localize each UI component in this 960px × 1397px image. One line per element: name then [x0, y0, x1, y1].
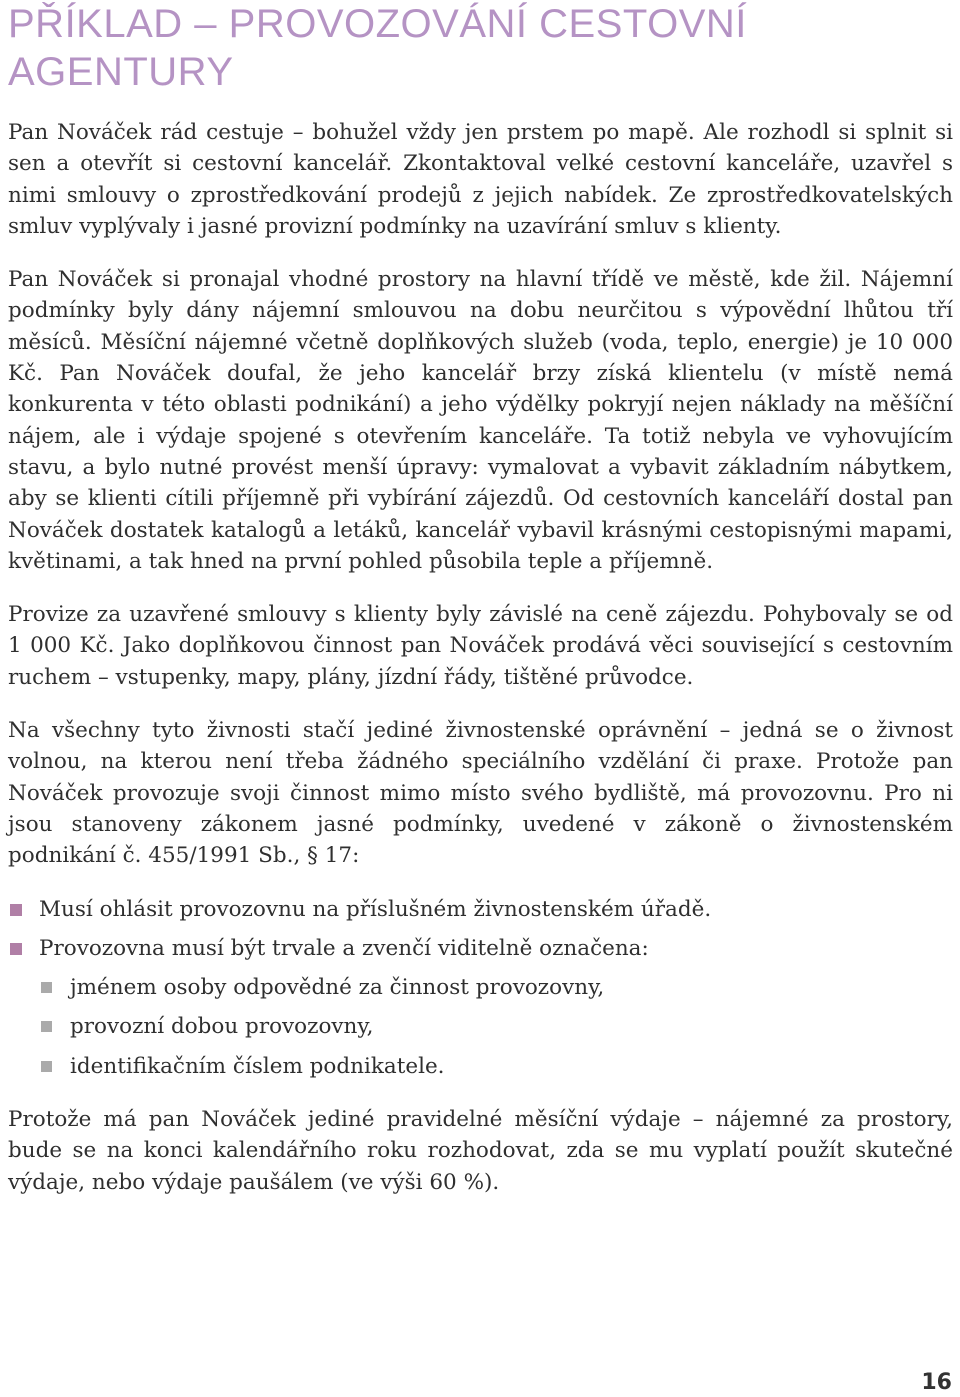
square-bullet-icon — [10, 904, 22, 916]
sublist-item-text: identifikačním číslem podnikatele. — [70, 1053, 445, 1079]
list-item — [8, 894, 953, 925]
sublist-item — [39, 972, 953, 1003]
paragraph-intro: Pan Nováček rád cestuje – bohužel vždy jen prstem po mapě. Ale rozhodl si splnit si sen a otevřít si cestovní kancelář. Zkontaktoval velké cestovní kanceláře, uzavřel s nimi smlouvy o zprostředkování prodejů z jejich nabídek. Ze zprostředkovatelských smluv vyplývaly i jasné provizní podmínky na uzavírání smluv s klienty. — [8, 120, 953, 239]
page-title: PŘÍKLAD – PROVOZOVÁNÍ CESTOVNÍ AGENTURY — [8, 2, 747, 94]
page-number: 16 — [921, 1370, 952, 1395]
square-bullet-icon — [41, 1061, 52, 1072]
sublist-item — [39, 1011, 953, 1042]
sublist-item — [39, 1051, 953, 1082]
paragraph-license: Na všechny tyto živnosti stačí jediné živnostenské oprávnění – jedná se o živnost volnou, na kterou není třeba žádného speciálního vzdělání či praxe. Protože pan Nováček provozuje svoji činnost mimo místo svého bydliště, má provozovnu. Pro ni jsou stanoveny zákonem jasné podmínky, uvedené v zákoně o živnostenském podnikání č. 455/1991 Sb., § 17: — [8, 718, 953, 869]
document-body — [8, 117, 953, 1220]
paragraph-premises: Pan Nováček si pronajal vhodné prostory na hlavní třídě ve městě, kde žil. Nájemní podmínky byly dány nájemní smlouvou na dobu neurčitou s výpovědní lhůtou tří měsíců. Měsíční nájemné včetně doplňkových služeb (voda, teplo, energie) je 10 000 Kč. Pan Nováček doufal, že jeho kancelář brzy získá klientelu (v místě nemá konkurenta v této oblasti podnikání) a jeho výdělky pokryjí nejen náklady na měšíční nájem, ale i výdaje spojené s otevřením kanceláře. Ta totiž nebyla ve vyhovujícím stavu, a bylo nutné provést menší úpravy: vymalovat a vybavit základním nábytkem, aby se klienti cítili příjemně při vybírání zájezdů. Od cestovních kanceláří dostal pan Nováček dostatek katalogů a letáků, kancelář vybavil krásnými cestopisnými mapami, květinami, a tak hned na první pohled působila teple a příjemně. — [8, 267, 953, 574]
marking-sublist — [39, 972, 953, 1082]
square-bullet-icon — [41, 982, 52, 993]
sublist-item-text: jménem osoby odpovědné za činnost provozovny, — [70, 975, 605, 1001]
requirements-list — [8, 894, 953, 1082]
list-item-text: Musí ohlásit provozovnu na příslušném živnostenském úřadě. — [39, 896, 712, 922]
paragraph-closing: Protože má pan Nováček jediné pravidelné měsíční výdaje – nájemné za prostory, bude se na konci kalendářního roku rozhodovat, zda se mu vyplatí použít skutečné výdaje, nebo výdaje paušálem (ve výši 60 %). — [8, 1107, 953, 1195]
list-item-text: Provozovna musí být trvale a zvenčí viditelně označena: — [39, 935, 649, 961]
paragraph-commission: Provize za uzavřené smlouvy s klienty byly závislé na ceně zájezdu. Pohybovaly se od 1 000 Kč. Jako doplňkovou činnost pan Nováček prodává věci související s cestovním ruchem – vstupenky, mapy, plány, jízdní řády, tištěné průvodce. — [8, 602, 953, 690]
square-bullet-icon — [10, 943, 22, 955]
sublist-item-text: provozní dobou provozovny, — [70, 1014, 374, 1040]
list-item — [8, 933, 953, 1082]
square-bullet-icon — [41, 1021, 52, 1032]
